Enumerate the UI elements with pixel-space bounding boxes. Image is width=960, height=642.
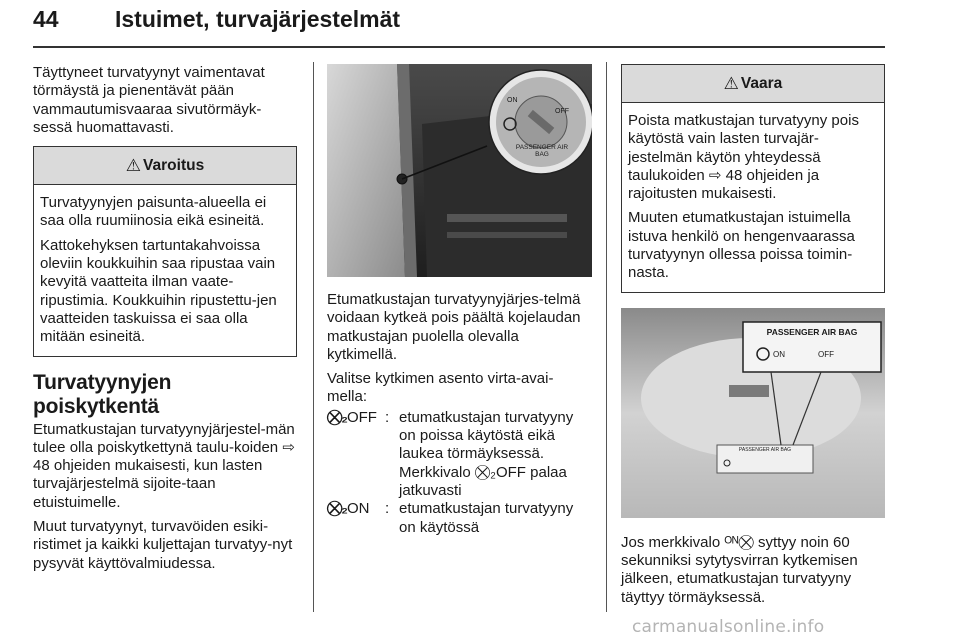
warning-box [33,146,297,356]
danger-paragraph-1: Poista matkustajan turvatyyny pois käytöstä vain lasten turvajär-jestelmän käytön yhteydessä taulukoiden ⇨ 48 ohjeiden ja rajoitusten mukaisesti. [628,112,859,203]
small-panel-label: PASSENGER AIR BAG [738,446,792,453]
column-2 [327,64,592,537]
definition-on-desc: etumatkustajan turvatyyny on käytössä [399,500,574,536]
page-number: 44 [33,6,59,32]
danger-triangle-icon: ⚠ [723,73,739,93]
danger-paragraph-2: Muuten etumatkustajan istuimella istuva henkilö on hengenvaarassa turvatyynyn ollessa poissa toimin-nasta. [628,209,855,282]
definition-on [327,500,592,537]
intro-paragraph: Täyttyneet turvatyynyt vaimentavat törmäystä ja pienentävät pään vammautumisvaaraa sivutörmäyk-sessä huomattavasti. [33,64,265,136]
definition-separator: : [385,408,390,426]
chapter-title: Istuimet, turvajärjestelmät [115,6,401,32]
switch-label-panel: PASSENGER AIR BAG [515,144,569,158]
definition-off [327,409,592,500]
position-list [327,409,592,537]
column-3 [621,64,885,607]
airbag-switch-photo [327,64,592,277]
indicator-panel-illustration [621,308,885,518]
definition-on-term: ⛒₂ON [327,500,370,518]
definition-off-term: ⛒₂OFF [327,408,377,426]
warning-body [34,185,296,355]
paragraph-other-airbags: Muut turvatyynyt, turvavöiden esiki-ristimet ja kaikki kuljettajan turvatyy-nyt pysyvät käyttövalmiudessa. [33,518,293,572]
column-1 [33,64,297,573]
warning-triangle-icon: ⚠ [125,155,142,175]
warning-paragraph-2: Kattokehyksen tartuntakahvoissa oleviin koukkuihin saa ripustaa vain kevyitä vaatteita ilman vaate-ripustimia. Koukkuihin ripustettu-jen vaatteiden taskuissa ei saa olla mitään esineitä. [40,236,277,346]
warning-title: Varoitus [143,156,205,174]
danger-body [622,103,884,292]
definition-off-desc: etumatkustajan turvatyyny on poissa käytöstä eikä laukea törmäyksessä. Merkkivalo ⛒₂OFF palaa jatkuvasti [399,408,574,499]
header-rule [33,46,885,48]
switch-label-on: ON [507,97,518,104]
column-divider-1 [313,62,314,612]
definition-separator: : [385,500,390,518]
danger-header [622,65,884,103]
airbag-on-icon: ⛒₂ [327,500,347,518]
paragraph-deactivation: Etumatkustajan turvatyynyjärjestel-män tulee olla poiskytkettynä taulu-koiden ⇨ 48 ohjeiden mukaisesti, kun lasten turvajärjestelmä sijoite-taan etuistuimelle. [33,420,295,511]
panel-label-on: ON [773,349,785,359]
column-divider-2 [606,62,607,612]
page-header [33,2,885,48]
danger-box [621,64,885,293]
section-heading: Turvatyynyjen poiskytkentä [33,370,172,418]
paragraph-switch: Etumatkustajan turvatyynyjärjes-telmä voidaan kytkeä pois päältä kojelaudan matkustajan puolella olevalla kytkimellä. [327,291,581,363]
panel-label-off: OFF [818,349,834,359]
warning-paragraph-1: Turvatyynyjen paisunta-alueella ei saa olla ruumiinosia eikä esineitä. [40,194,267,230]
danger-title: Vaara [740,74,783,92]
paragraph-select-position: Valitse kytkimen asento virta-avai-mella: [327,370,554,406]
warning-header [34,147,296,185]
airbag-switch-illustration [327,64,592,277]
watermark: carmanualsonline.info [632,617,825,637]
airbag-off-icon: ⛒₂ [327,408,347,426]
paragraph-indicator: Jos merkkivalo ᴼᴺ⛒ syttyy noin 60 sekunniksi sytytysvirran kytkemisen jälkeen, etumatkustajan turvatyyny täyttyy törmäyksessä. [621,533,858,606]
indicator-panel-photo [621,308,885,518]
panel-title: PASSENGER AIR BAG [766,326,858,337]
switch-label-off: OFF [555,108,569,115]
